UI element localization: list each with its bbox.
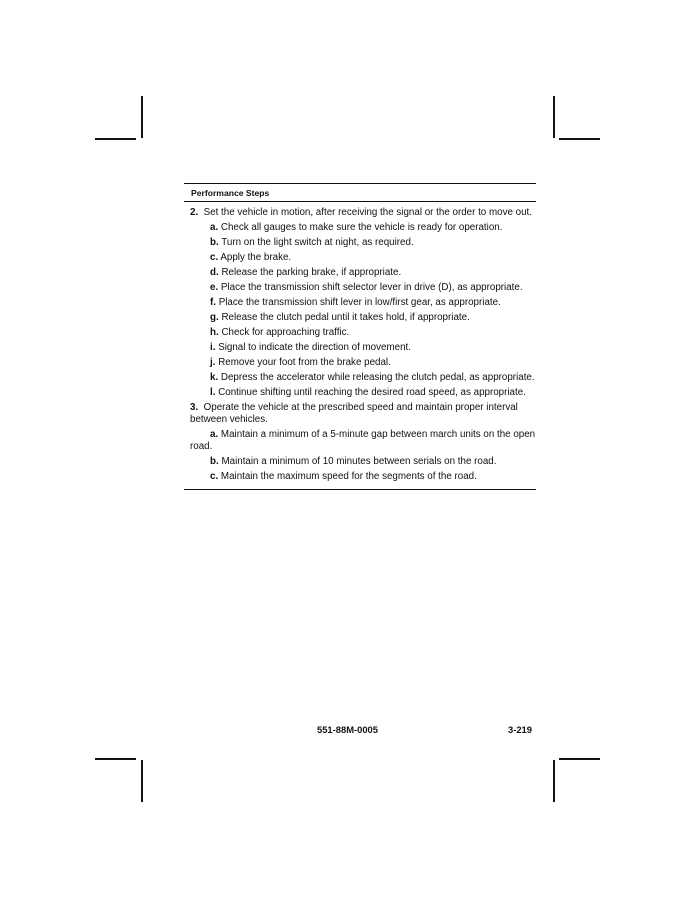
substep-text: Release the parking brake, if appropriate. xyxy=(221,267,402,278)
substep-letter: l. xyxy=(210,387,216,398)
step-number: 3. xyxy=(190,402,199,413)
substep-2a xyxy=(184,222,536,234)
crop-mark-bottom-left-vertical xyxy=(141,760,143,802)
substep-letter: h. xyxy=(210,327,219,338)
substep-letter: c. xyxy=(210,471,219,482)
substep-letter: b. xyxy=(210,456,219,467)
substep-text: Place the transmission shift selector lever in drive (D), as appropriate. xyxy=(220,282,523,293)
crop-mark-bottom-right-vertical xyxy=(553,760,555,802)
substep-letter: d. xyxy=(210,267,219,278)
substep-letter: a. xyxy=(210,222,219,233)
substep-letter: b. xyxy=(210,237,219,248)
substep-text: Depress the accelerator while releasing the clutch pedal, as appropriate. xyxy=(220,372,535,383)
steps-list xyxy=(184,202,536,489)
substep-text: Signal to indicate the direction of movement. xyxy=(218,342,411,353)
substep-2j xyxy=(184,357,536,369)
substep-text: Maintain the maximum speed for the segments of the road. xyxy=(220,471,477,482)
substep-text: Maintain a minimum of a 5-minute gap between march units on the open road. xyxy=(190,429,536,452)
crop-mark-top-right-horizontal xyxy=(559,138,600,140)
substep-text: Turn on the light switch at night, as required. xyxy=(221,237,414,248)
crop-mark-bottom-left-horizontal xyxy=(95,758,136,760)
substep-text: Release the clutch pedal until it takes hold, if appropriate. xyxy=(221,312,470,323)
step-3 xyxy=(184,402,536,426)
substep-text: Continue shifting until reaching the desired road speed, as appropriate. xyxy=(218,387,526,398)
substep-3b xyxy=(184,456,536,468)
substep-letter: a. xyxy=(210,429,219,440)
substep-2b xyxy=(184,237,536,249)
substep-2c xyxy=(184,252,536,264)
substep-2f xyxy=(184,297,536,309)
crop-mark-top-right-vertical xyxy=(553,96,555,138)
crop-mark-top-left-horizontal xyxy=(95,138,136,140)
crop-mark-bottom-right-horizontal xyxy=(559,758,600,760)
substep-2e xyxy=(184,282,536,294)
substep-2g xyxy=(184,312,536,324)
substep-2h xyxy=(184,327,536,339)
substep-3c xyxy=(184,471,536,483)
substep-text: Check all gauges to make sure the vehicle is ready for operation. xyxy=(220,222,503,233)
bottom-rule xyxy=(184,489,536,490)
substep-letter: g. xyxy=(210,312,219,323)
substep-2d xyxy=(184,267,536,279)
substep-3a xyxy=(184,429,536,453)
substep-letter: j. xyxy=(210,357,216,368)
substep-letter: c. xyxy=(210,252,219,263)
substep-letter: i. xyxy=(210,342,216,353)
substep-2i xyxy=(184,342,536,354)
substep-text: Remove your foot from the brake pedal. xyxy=(218,357,391,368)
step-number: 2. xyxy=(190,207,199,218)
substep-2l xyxy=(184,387,536,399)
section-heading: Performance Steps xyxy=(191,188,270,198)
page-number: 3-219 xyxy=(508,724,532,735)
document-number: 551-88M-0005 xyxy=(317,724,378,735)
substep-text: Apply the brake. xyxy=(220,252,292,263)
substep-2k xyxy=(184,372,536,384)
substep-text: Check for approaching traffic. xyxy=(221,327,350,338)
step-text: Set the vehicle in motion, after receiving the signal or the order to move out. xyxy=(203,207,532,218)
substep-text: Maintain a minimum of 10 minutes between serials on the road. xyxy=(221,456,497,467)
crop-mark-top-left-vertical xyxy=(141,96,143,138)
substep-letter: e. xyxy=(210,282,219,293)
step-text: Operate the vehicle at the prescribed speed and maintain proper interval between vehicles. xyxy=(190,402,518,425)
substep-letter: k. xyxy=(210,372,219,383)
substep-letter: f. xyxy=(210,297,216,308)
performance-steps-table xyxy=(184,183,536,490)
step-2 xyxy=(184,207,536,219)
substep-text: Place the transmission shift lever in low/first gear, as appropriate. xyxy=(218,297,501,308)
